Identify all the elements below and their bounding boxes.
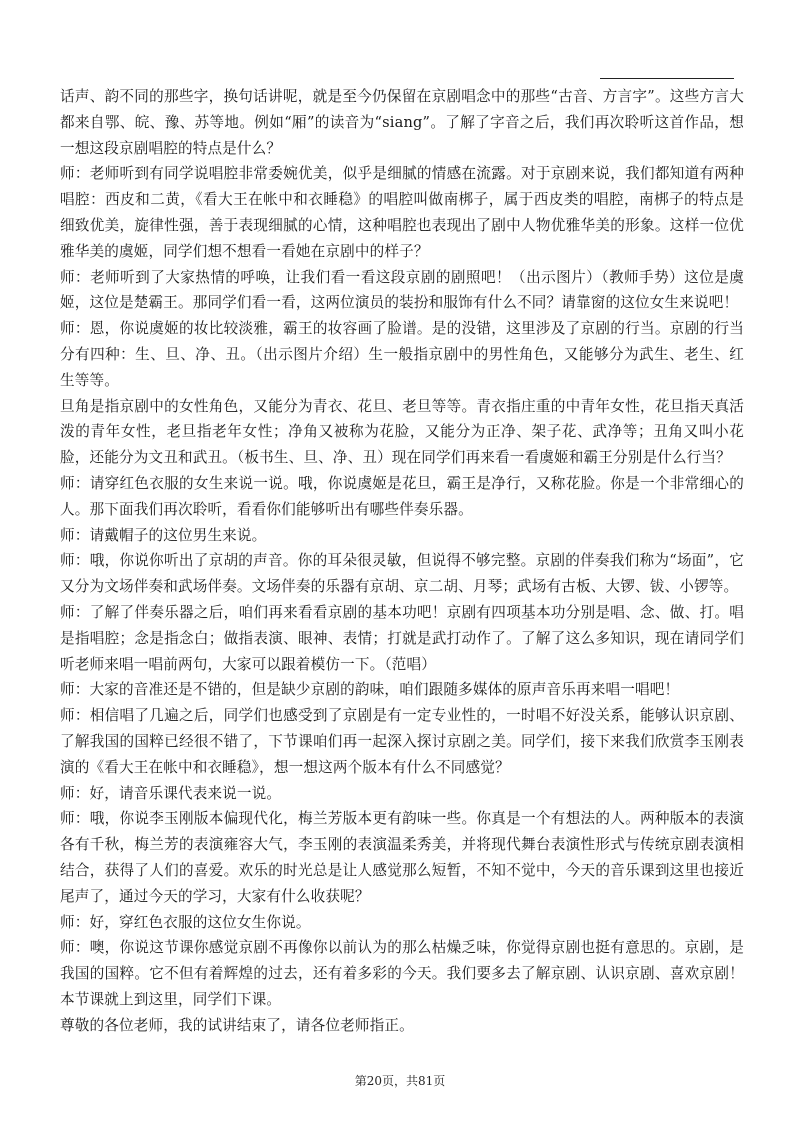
- paragraph: 旦角是指京剧中的女性角色，又能分为青衣、花旦、老旦等等。青衣指庄重的中青年女性，花旦指天真活泼的青年女性，老旦指老年女性；净角又被称为花脸，又能分为正净、架子花、武净等；丑角又叫小花脸，还能分为文丑和武丑。（板书生、旦、净、丑）现在同学们再来看一看虞姬和霸王分别是什么行当？: [60, 397, 744, 467]
- page-number: 第20页，共81页: [354, 1074, 446, 1088]
- header-rule: [600, 78, 734, 79]
- paragraph: 师：哦，你说李玉刚版本偏现代化，梅兰芳版本更有韵味一些。你真是一个有想法的人。两种版本的表演各有千秋，梅兰芳的表演雍容大气，李玉刚的表演温柔秀美，并将现代舞台表演性形式与传统京剧表演相结合，获得了人们的喜爱。欢乐的时光总是让人感觉那么短暂，不知不觉中，今天的音乐课到这里也接近尾声了，通过今天的学习，大家有什么收获呢？: [60, 810, 744, 905]
- paragraph: 师：老师听到有同学说唱腔非常委婉优美，似乎是细腻的情感在流露。对于京剧来说，我们都知道有两种唱腔：西皮和二黄，《看大王在帐中和衣睡稳》的唱腔叫做南梆子，属于西皮类的唱腔，南梆子的特点是细致优美，旋律性强，善于表现细腻的心情，这种唱腔也表现出了剧中人物优雅华美的形象。这样一位优雅华美的虞姬，同学们想不想看一看她在京剧中的样子？: [60, 165, 744, 260]
- paragraph: 师：好，穿红色衣服的这位女生你说。: [60, 913, 311, 931]
- paragraph: 师：好，请音乐课代表来说一说。: [60, 784, 282, 802]
- paragraph: 师：相信唱了几遍之后，同学们也感受到了京剧是有一定专业性的，一时唱不好没关系，能够认识京剧、了解我国的国粹已经很不错了，下节课咱们再一起深入探讨京剧之美。同学们，接下来我们欣赏李玉刚表演的《看大王在帐中和衣睡稳》，想一想这两个版本有什么不同感觉？: [60, 707, 744, 776]
- paragraph: 师：了解了伴奏乐器之后，咱们再来看看京剧的基本功吧！京剧有四项基本功分别是唱、念、做、打。唱是指唱腔；念是指念白；做指表演、眼神、表情；打就是武打动作了。了解了这么多知识，现在请同学们听老师来唱一唱前两句，大家可以跟着模仿一下。（范唱）: [60, 603, 744, 673]
- paragraph: 师：老师听到了大家热情的呼唤，让我们看一看这段京剧的剧照吧！（出示图片）（教师手势）这位是虞姬，这位是楚霸王。那同学们看一看，这两位演员的装扮和服饰有什么不同？请靠窗的这位女生来说吧！: [60, 268, 744, 312]
- paragraph: 师：哦，你说你听出了京胡的声音。你的耳朵很灵敏，但说得不够完整。京剧的伴奏我们称为“场面”，它又分为文场伴奏和武场伴奏。文场伴奏的乐器有京胡、京二胡、月琴；武场有古板、大锣、钹、小锣等。: [60, 552, 744, 596]
- paragraph: 师：请穿红色衣服的女生来说一说。哦，你说虞姬是花旦，霸王是净行，又称花脸。你是一个非常细心的人。那下面我们再次聆听，看看你们能够听出有哪些伴奏乐器。: [60, 474, 744, 518]
- paragraph: 师：恩，你说虞姬的妆比较淡雅，霸王的妆容画了脸谱。是的没错，这里涉及了京剧的行当。京剧的行当分有四种：生、旦、净、丑。（出示图片介绍）生一般指京剧中的男性角色，又能够分为武生、老生、红生等等。: [60, 320, 744, 389]
- paragraph: 师：请戴帽子的这位男生来说。: [60, 526, 267, 544]
- paragraph: 师：噢，你说这节课你感觉京剧不再像你以前认为的那么枯燥乏味，你觉得京剧也挺有意思的。京剧，是我国的国粹。它不但有着辉煌的过去，还有着多彩的今天。我们要多去了解京剧、认识京剧、喜欢京剧！本节课就上到这里，同学们下课。: [60, 939, 744, 1008]
- paragraph: 师：大家的音准还是不错的，但是缺少京剧的韵味，咱们跟随多媒体的原声音乐再来唱一唱吧！: [60, 681, 680, 699]
- document-body: [60, 84, 744, 1038]
- paragraph: 尊敬的各位老师，我的试讲结束了，请各位老师指正。: [60, 1016, 414, 1034]
- paragraph: 话声、韵不同的那些字，换句话讲呢，就是至今仍保留在京剧唱念中的那些“古音、方言字”。这些方言大都来自鄂、皖、豫、苏等地。例如“厢”的读音为“siang”。了解了字音之后，我们再次聆听这首作品，想一想这段京剧唱腔的特点是什么？: [60, 88, 744, 157]
